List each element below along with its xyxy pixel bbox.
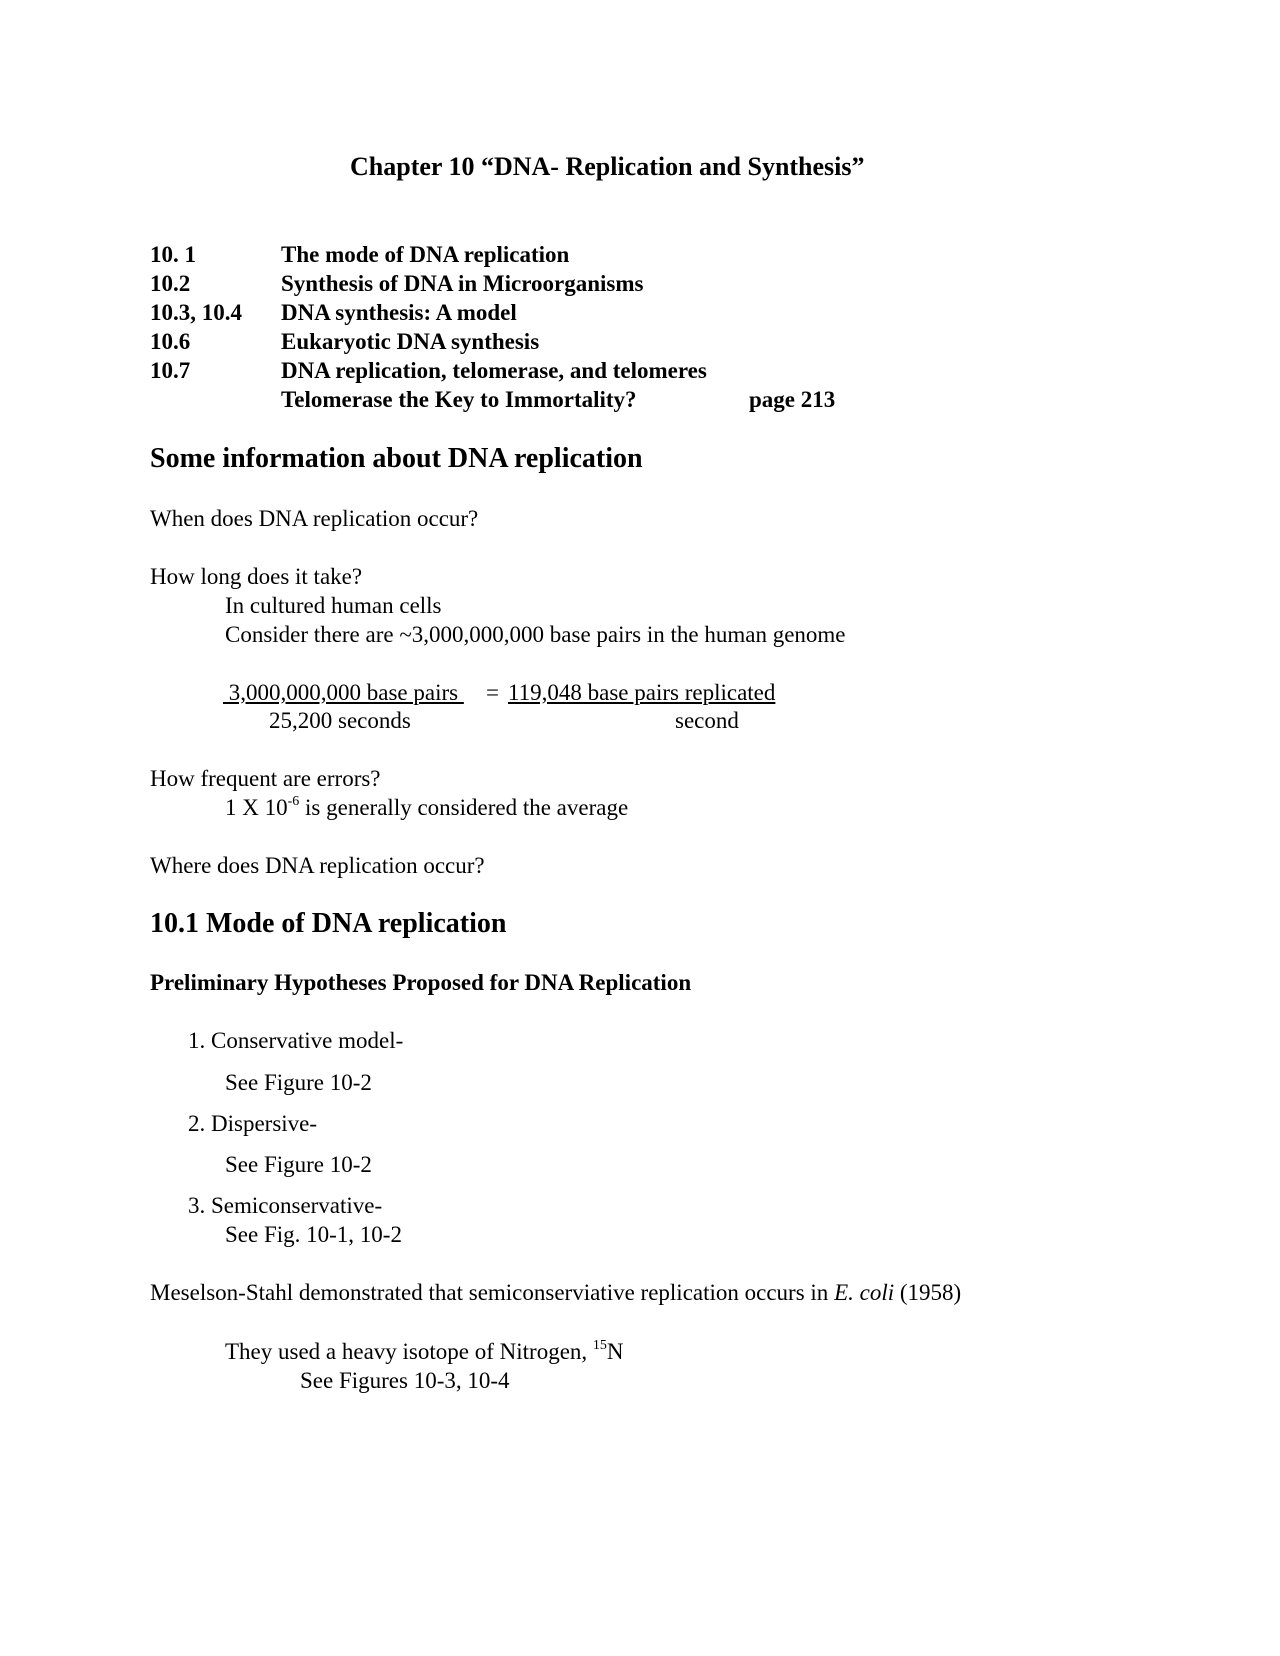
toc-num-1: 10. 1 [150,242,196,267]
fraction-1-numerator: 3,000,000,000 base pairs [223,680,464,705]
toc-text-1: The mode of DNA replication [281,242,570,267]
question-when: When does DNA replication occur? [150,506,479,531]
hypothesis-ref-3: See Fig. 10-1, 10-2 [225,1222,402,1247]
toc-text-3: DNA synthesis: A model [281,300,517,325]
hypothesis-ref-2: See Figure 10-2 [225,1152,372,1177]
question-where: Where does DNA replication occur? [150,853,485,878]
genome-size-text: Consider there are ~3,000,000,000 base pairs in the human genome [225,622,846,647]
toc-text-5: DNA replication, telomerase, and telomeres [281,358,707,383]
hypothesis-ref-1: See Figure 10-2 [225,1070,372,1095]
hypothesis-item-3: 3. Semiconservative- [188,1193,383,1218]
toc-num-4: 10.6 [150,329,191,354]
hypothesis-item-2: 2. Dispersive- [188,1111,318,1136]
toc-num-3: 10.3, 10.4 [150,300,242,325]
error-rate-text: 1 X $10^{-6}$ is generally considered the average [225,794,629,820]
toc-num-2: 10.2 [150,271,191,296]
question-errors: How frequent are errors? [150,766,381,791]
fraction-2-numerator: 119,048 base pairs replicated [508,680,776,705]
question-how-long: How long does it take? [150,564,363,589]
subheading-hypotheses: Preliminary Hypotheses Proposed for DNA Replication [150,970,692,995]
meselson-stahl-text: Meselson-Stahl demonstrated that semiconserviative replication occurs in E. coli (1958) [150,1280,962,1305]
section-heading-dna-info: Some information about DNA replication [150,443,643,474]
hypothesis-item-1: 1. Conservative model- [188,1028,404,1053]
figures-ref: See Figures 10-3, 10-4 [300,1368,510,1393]
isotope-text: They used a heavy isotope of Nitrogen, $^{15}$N [225,1338,624,1364]
cultured-cells-text: In cultured human cells [225,593,442,618]
fraction-2-denominator: second [675,708,739,733]
equals-sign: = [486,680,499,705]
fraction-1-denominator: 25,200 seconds [269,708,411,733]
toc-text-6: Telomerase the Key to Immortality? [281,387,637,412]
section-heading-mode: 10.1 Mode of DNA replication [150,908,507,939]
toc-text-4: Eukaryotic DNA synthesis [281,329,540,354]
page-title: Chapter 10 “DNA- Replication and Synthesis” [350,152,865,181]
toc-num-5: 10.7 [150,358,191,383]
toc-page-ref: page 213 [749,387,836,412]
toc-text-2: Synthesis of DNA in Microorganisms [281,271,644,296]
